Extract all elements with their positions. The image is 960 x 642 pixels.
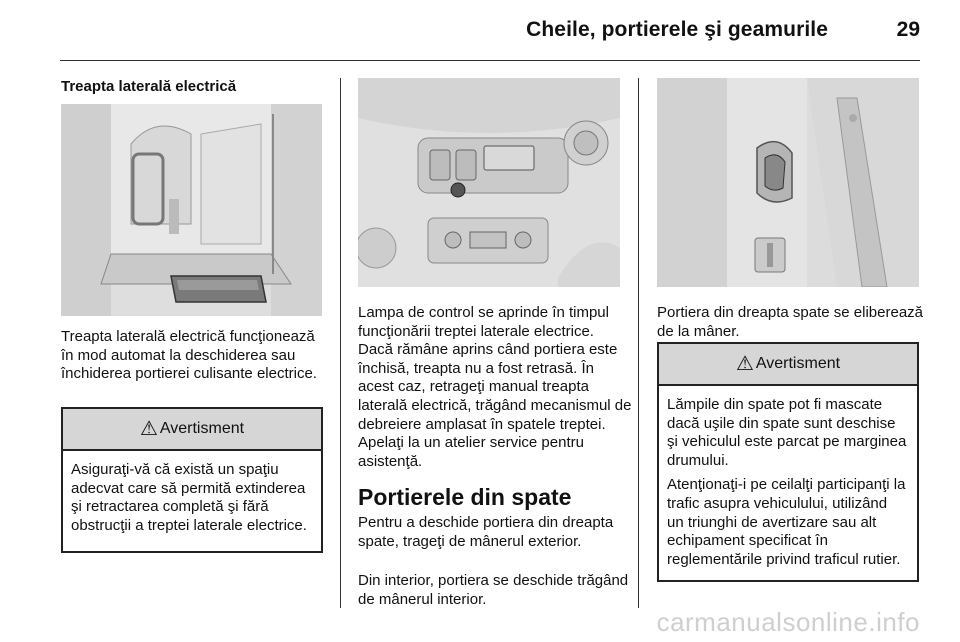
column-divider (340, 78, 341, 608)
warning-text-triangle: Atenţionaţi-i pe ceilalţi participanţi la trafic asupra vehiculului, utilizând un triunghi de avertizare sau alt echipament specificat în reglementările privind traficul rutier. (667, 476, 906, 568)
side-step-illustration (61, 104, 322, 316)
control-lamp-description: Lampa de control se aprinde în timpul funcţionării treptei laterale electrice. Dacă rămâne aprins când portiera este închisă, treapta nu a fost retrasă. În acest caz, retrageţi manual treapta laterală electrică, trăgând mecanismul de debreiere amplasat în spatele treptei. Apelaţi la un atelier service pentru asistenţă. (358, 304, 632, 470)
warning-box-side-step (61, 407, 323, 553)
warning-title: Avertisment (755, 355, 841, 372)
warning-box-rear-doors (657, 342, 919, 582)
rear-door-handle-illustration (657, 78, 919, 287)
warning-header (63, 409, 321, 451)
warning-text-rear-lamps: Lămpile din spate pot fi mascate dacă uşile din spate sunt deschise şi vehiculul este parcat pe marginea drumului. (667, 396, 907, 469)
rear-door-release-description: Portiera din dreapta spate se eliberează de la mâner. (657, 304, 924, 340)
warning-title: Avertisment (159, 420, 245, 437)
header-rule (60, 60, 920, 61)
section-heading: Treapta laterală electrică (61, 78, 237, 95)
rear-door-open-outside: Pentru a deschide portiera din dreapta spate, trageţi de mânerul exterior. (358, 514, 614, 550)
column-divider (638, 78, 639, 608)
dashboard-control-lamp-illustration (358, 78, 620, 287)
rear-door-open-inside: Din interior, portiera se deschide trăgând de mânerul interior. (358, 572, 629, 608)
warning-triangle-icon: ⚠ (735, 353, 754, 375)
warning-text: Asiguraţi-vă că există un spaţiu adecvat care să permită extinderea şi retractarea completă şi fără obstrucţii a treptei laterale electrice. (71, 461, 307, 534)
page-header-title: Cheile, portierele şi geamurile (526, 18, 828, 41)
subheading-rear-doors: Portierele din spate (358, 484, 572, 510)
watermark: carmanualsonline.info (656, 607, 920, 637)
side-step-description: Treapta laterală electrică funcţionează în mod automat la deschiderea sau închiderea portierei culisante electrice. (61, 328, 317, 383)
warning-header (659, 344, 917, 386)
warning-triangle-icon: ⚠ (139, 418, 158, 440)
page-number: 29 (896, 18, 920, 41)
